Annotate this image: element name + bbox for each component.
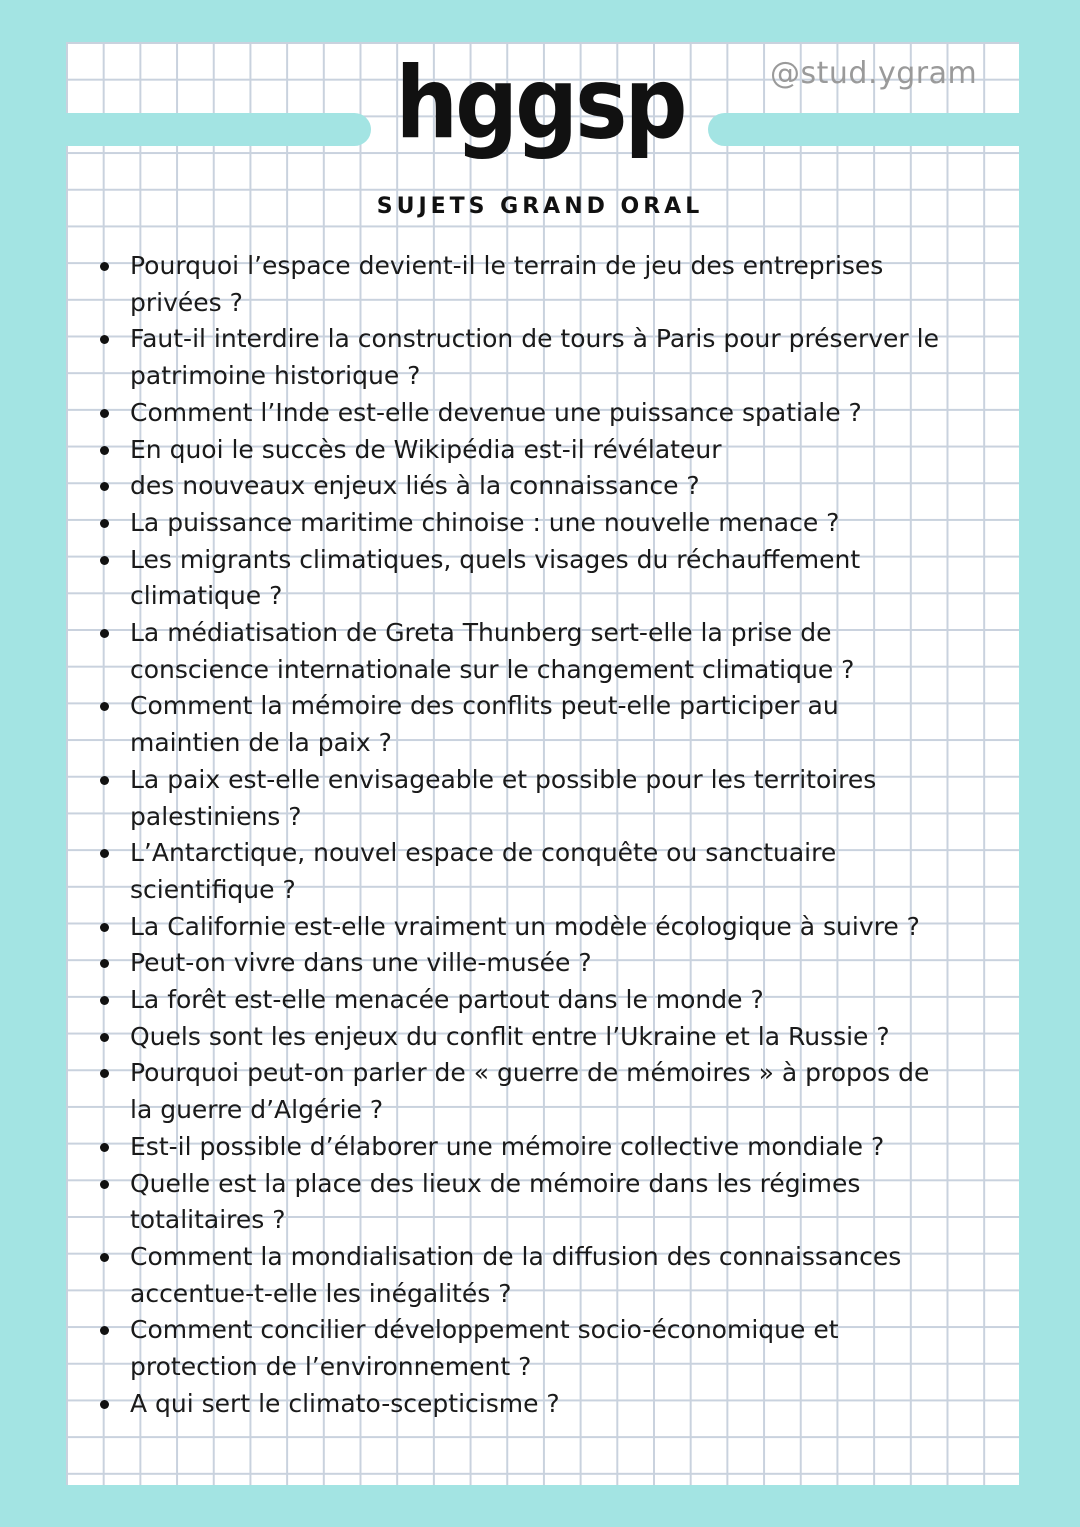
list-item (130, 945, 1000, 982)
list-item (130, 505, 1000, 542)
topic-text: Comment l’Inde est-elle devenue une puissance spatiale ? (130, 397, 862, 427)
list-item (130, 1166, 1000, 1239)
topic-text: A qui sert le climato-scepticisme ? (130, 1388, 560, 1418)
topic-text: Comment concilier développement socio-économique et protection de l’environnement ? (130, 1315, 839, 1382)
list-item (130, 468, 1000, 505)
list-item (130, 432, 1000, 469)
topic-text: Quelle est la place des lieux de mémoire dans les régimes totalitaires ? (130, 1168, 861, 1235)
topic-text: La médiatisation de Greta Thunberg sert-elle la prise de conscience internationale sur le changement climatique ? (130, 618, 855, 684)
list-item (130, 321, 1000, 394)
bullet-icon (100, 1180, 109, 1189)
topic-text: La forêt est-elle menacée partout dans le monde ? (130, 985, 764, 1015)
list-item (130, 1019, 1000, 1056)
topic-text: Quels sont les enjeux du conflit entre l’Ukraine et la Russie ? (130, 1021, 890, 1051)
list-item (130, 982, 1000, 1019)
bullet-icon (100, 923, 109, 932)
list-item (130, 1055, 1000, 1128)
bullet-icon (100, 776, 109, 785)
header-bar-right (708, 113, 1019, 146)
bullet-icon (100, 262, 109, 271)
list-item (130, 909, 1000, 946)
author-handle: @stud.ygram (770, 56, 978, 91)
bullet-icon (100, 996, 109, 1005)
bullet-icon (100, 629, 109, 638)
bullet-icon (100, 446, 109, 455)
page-subtitle: SUJETS GRAND ORAL (376, 194, 704, 219)
topic-text: La puissance maritime chinoise : une nouvelle menace ? (130, 507, 840, 537)
topic-text: Comment la mémoire des conflits peut-elle participer au maintien de la paix ? (130, 691, 839, 758)
topic-text: La Californie est-elle vraiment un modèle écologique à suivre ? (130, 911, 920, 941)
topic-text: En quoi le succès de Wikipédia est-il révélateur (130, 434, 722, 464)
bullet-icon (100, 1033, 109, 1042)
header-bar-left (66, 113, 371, 146)
list-item (130, 762, 1000, 835)
topic-text: Pourquoi l’espace devient-il le terrain de jeu des entreprises privées ? (130, 251, 884, 317)
list-item (130, 1386, 1000, 1423)
topic-text: Pourquoi peut-on parler de « guerre de mémoires » à propos de la guerre d’Algérie ? (130, 1058, 930, 1125)
topic-text: des nouveaux enjeux liés à la connaissance ? (130, 471, 700, 501)
topic-text: Comment la mondialisation de la diffusion des connaissances accentue-t-elle les inégalités ? (130, 1241, 902, 1308)
list-item (130, 248, 1000, 321)
bullet-icon (100, 556, 109, 565)
topics-list (130, 248, 1000, 1423)
topic-text: Peut-on vivre dans une ville-musée ? (130, 948, 592, 978)
bullet-icon (100, 1253, 109, 1262)
bullet-icon (100, 519, 109, 528)
list-item (130, 542, 1000, 615)
list-item (130, 395, 1000, 432)
topic-text: La paix est-elle envisageable et possible pour les territoires palestiniens ? (130, 764, 877, 831)
list-item (130, 1129, 1000, 1166)
topic-text: L’Antarctique, nouvel espace de conquête ou sanctuaire scientifique ? (130, 838, 837, 904)
bullet-icon (100, 409, 109, 418)
bullet-icon (100, 1143, 109, 1152)
list-item (130, 1312, 1000, 1385)
list-item (130, 615, 1000, 688)
list-item (130, 1239, 1000, 1312)
bullet-icon (100, 1400, 109, 1409)
list-item (130, 688, 1000, 761)
list-item (130, 835, 1000, 908)
page-title: hggsp (395, 45, 685, 162)
topic-text: Les migrants climatiques, quels visages du réchauffement climatique ? (130, 544, 861, 611)
topic-text: Est-il possible d’élaborer une mémoire collective mondiale ? (130, 1131, 885, 1161)
topic-text: Faut-il interdire la construction de tours à Paris pour préserver le patrimoine historique ? (130, 324, 939, 391)
